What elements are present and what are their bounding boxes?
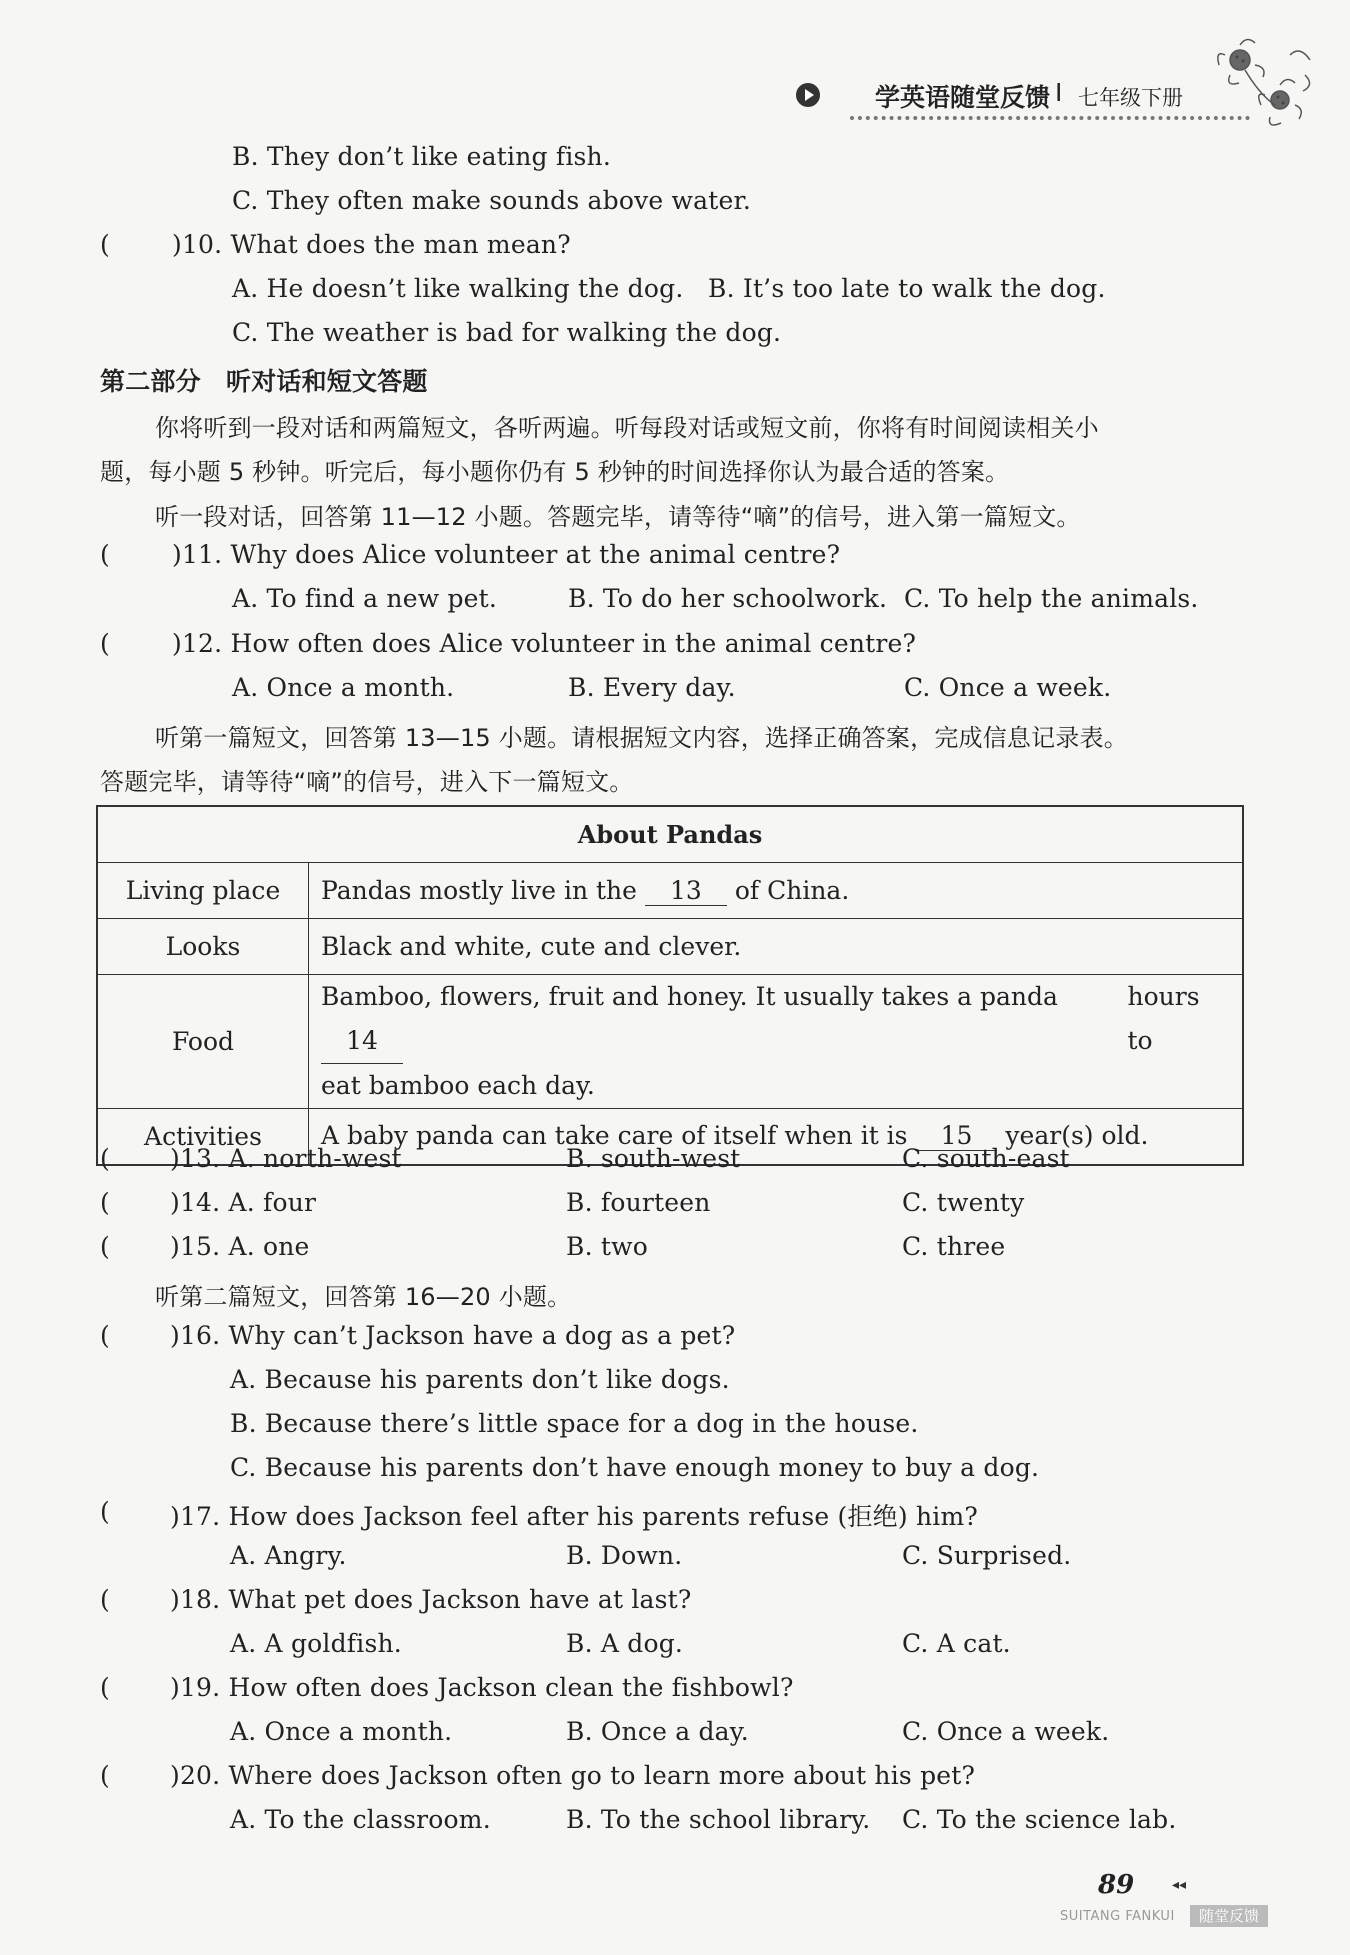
section-2-intro-line1: 你将听到一段对话和两篇短文，各听两遍。听每段对话或短文前，你将有时间阅读相关小 [155,414,1099,442]
q11-option-a: A. To find a new pet. [232,584,498,613]
q16-option-c: C. Because his parents don’t have enough money to buy a dog. [230,1453,1040,1482]
question-10-stem: )10. What does the man mean? [172,230,571,259]
q16-option-b: B. Because there’s little space for a dog in the house. [230,1409,919,1438]
table-row [97,975,1243,1109]
q11-option-c: C. To help the animals. [904,584,1199,613]
q16-option-a: A. Because his parents don’t like dogs. [230,1365,730,1394]
header-separator: I [1055,78,1063,107]
answer-bracket: ( [100,1144,110,1173]
q17-option-a: A. Angry. [230,1541,347,1570]
q14-option-b: B. fourteen [566,1188,711,1217]
answer-bracket: ( [100,1673,110,1702]
question-19-stem: )19. How often does Jackson clean the fishbowl? [170,1673,794,1702]
q10-option-c: C. The weather is bad for walking the dog. [232,318,782,347]
question-17-stem: )17. How does Jackson feel after his parents refuse (拒绝) him? [170,1502,978,1531]
passage-1-instruction-line1: 听第一篇短文，回答第 13—15 小题。请根据短文内容，选择正确答案，完成信息记录表。 [155,724,1128,752]
sunflower-decoration-icon [1205,25,1325,140]
dialogue-instruction: 听一段对话，回答第 11—12 小题。答题完毕，请等待“嘀”的信号，进入第一篇短文。 [155,503,1081,531]
footer-brand-en: SUITANG FANKUI [1060,1909,1175,1924]
q20-option-c: C. To the science lab. [902,1805,1177,1834]
answer-bracket: ( [100,1188,110,1217]
q20-option-a: A. To the classroom. [230,1805,491,1834]
passage-2-instruction: 听第二篇短文，回答第 16—20 小题。 [155,1283,572,1311]
question-14-option-a: )14. A. four [170,1188,317,1217]
answer-bracket: ( [100,1321,110,1350]
answer-bracket: ( [100,1232,110,1261]
q12-option-c: C. Once a week. [904,673,1112,702]
row-value: Bamboo, flowers, fruit and honey. It usually takes a panda 14 hours to eat bamboo each day. [309,975,1244,1109]
row-value: A baby panda can take care of itself when it is 15 year(s) old. [309,1109,1244,1165]
question-11-stem: )11. Why does Alice volunteer at the animal centre? [172,540,841,569]
footer-brand [1060,1905,1270,1929]
book-grade: 七年级下册 [1078,86,1183,110]
q10-option-a: A. He doesn’t like walking the dog. [232,274,684,303]
q12-option-a: A. Once a month. [232,673,455,702]
q18-option-a: A. A goldfish. [230,1629,402,1658]
q9-option-b: B. They don’t like eating fish. [232,142,612,171]
q11-option-b: B. To do her schoolwork. [568,584,888,613]
q18-option-c: C. A cat. [902,1629,1011,1658]
play-circle-icon [795,82,821,108]
q13-option-b: B. south-west [566,1144,741,1173]
q12-option-b: B. Every day. [568,673,736,702]
q19-option-c: C. Once a week. [902,1717,1110,1746]
page-number: 89 [1098,1870,1135,1900]
answer-bracket: ( [100,1761,110,1790]
q17-option-c: C. Surprised. [902,1541,1072,1570]
question-16-stem: )16. Why can’t Jackson have a dog as a pet? [170,1321,736,1350]
row-value: Pandas mostly live in the 13 of China. [309,863,1244,919]
answer-bracket: ( [100,629,110,658]
q15-option-b: B. two [566,1232,648,1261]
footer-brand-cn: 随堂反馈 [1190,1905,1268,1927]
answer-bracket: ( [100,540,110,569]
table-title: About Pandas [97,806,1243,863]
section-2-title: 第二部分 听对话和短文答题 [100,367,428,396]
row-value: Black and white, cute and clever. [309,919,1244,975]
question-12-stem: )12. How often does Alice volunteer in the animal centre? [172,629,917,658]
q10-option-b: B. It’s too late to walk the dog. [708,274,1106,303]
question-20-stem: )20. Where does Jackson often go to learn more about his pet? [170,1761,976,1790]
question-15-option-a: )15. A. one [170,1232,310,1261]
question-13-option-a: )13. A. north-west [170,1144,402,1173]
panda-info-table [96,805,1244,1166]
answer-bracket: ( [100,230,110,259]
header-dotted-rule [850,116,1250,120]
answer-blank-14[interactable]: 14 [321,1019,403,1064]
answer-blank-13[interactable]: 13 [645,876,727,906]
double-arrow-left-icon: ◂◂ [1172,1877,1187,1893]
q15-option-c: C. three [902,1232,1006,1261]
row-label: Living place [97,863,309,919]
table-row [97,919,1243,975]
table-row [97,863,1243,919]
q20-option-b: B. To the school library. [566,1805,871,1834]
table-title-row [97,806,1243,863]
q18-option-b: B. A dog. [566,1629,684,1658]
question-18-stem: )18. What pet does Jackson have at last? [170,1585,692,1614]
q19-option-a: A. Once a month. [230,1717,453,1746]
row-label: Activities [97,1109,309,1165]
q19-option-b: B. Once a day. [566,1717,749,1746]
answer-bracket: ( [100,1585,110,1614]
q13-option-c: C. south-east [902,1144,1070,1173]
answer-bracket: ( [100,1497,110,1526]
row-label: Looks [97,919,309,975]
q9-option-c: C. They often make sounds above water. [232,186,752,215]
row-label: Food [97,975,309,1109]
q14-option-c: C. twenty [902,1188,1025,1217]
section-2-intro-line2: 题，每小题 5 秒钟。听完后，每小题你仍有 5 秒钟的时间选择你认为最合适的答案。 [100,458,1010,486]
q17-option-b: B. Down. [566,1541,683,1570]
book-title: 学英语随堂反馈 [875,83,1051,112]
passage-1-instruction-line2: 答题完毕，请等待“嘀”的信号，进入下一篇短文。 [100,768,634,796]
answer-blank-15[interactable]: 15 [915,1121,997,1151]
